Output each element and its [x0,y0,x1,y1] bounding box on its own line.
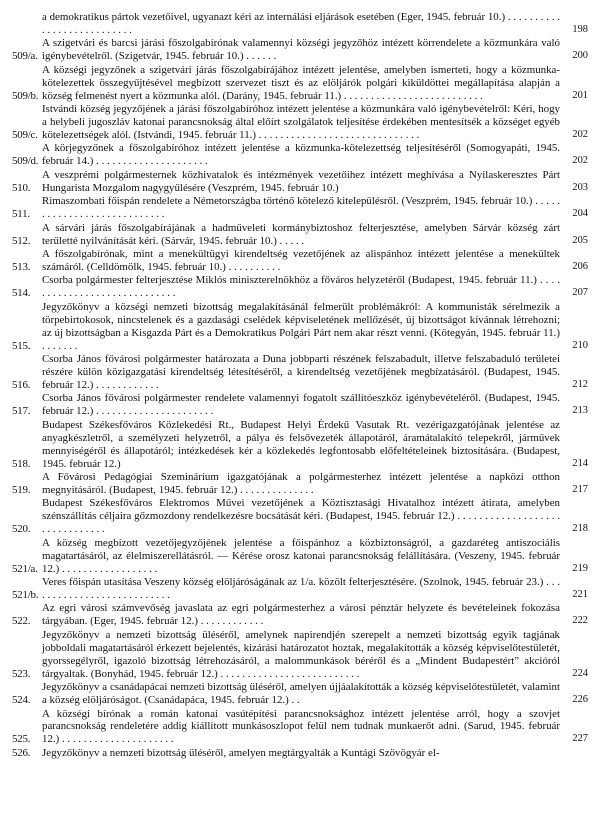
entry-page-number: 207 [572,287,588,299]
entry-page-number: 212 [572,378,588,390]
toc-entry [12,248,588,274]
toc-entry [12,301,588,353]
entry-text: Jegyzőkönyv a nemzeti bizottság üléséről, amelyen megtárgyalták a Kuntági Szövögyár el- [42,746,440,759]
entry-page-number: 226 [572,694,588,705]
entry-number: 519. [12,483,31,496]
toc-entry [12,142,588,168]
toc-entry [12,169,588,195]
entry-page-number: 224 [572,667,588,679]
entry-number: 523. [12,667,31,680]
toc-entry [12,576,588,602]
entry-page-number: 217 [572,483,588,495]
entry-text: A veszprémi polgármesternek közhivatalok és intézmények vezetőihez intézett meghívása a Nyilaskeresztes Párt Hungarista Mozgalom nagygyűlésére (Veszprém, 1945. február 10.) [42,168,560,194]
toc-entry [12,274,588,300]
entry-text: Jegyzőkönyv a községi nemzeti bizottság megalakításánál felmerült problémákról: A kommunisták sérelmezik a törpebirtokosok, nincstelenek és a gazdasági cselédek képviseletének mellőzését, új bizottságot kívánnak létrehozni; az új bizottságban a Kisgazda Párt és a Demokratikus Polgári Párt nem akar részt venni. (Kötegyán, 1945. február 11.) . . . . . . . [42,300,560,352]
entry-number: 526. [12,746,31,759]
toc-entry [12,103,588,142]
entry-text: Istvándi község jegyzőjének a járási főszolgabíróhoz intézett jelentése a közmunkára való igénybevételről: Kéri, hogy a helybeli jugoszláv katonai parancsnokság által előírt szolgálatok teljesítése érdekében mentesítsék a községet egyéb kötelezettségek alól. (Istvándi, 1945. február 11.) . . . . . . . . . . . . . . . . . . . . . . . . . . . . . . [42,103,560,141]
entry-page-number: 198 [572,23,588,35]
entry-text: A szigetvári és barcsi járási főszolgabírónak valamennyi községi jegyzőhöz intézett körrendelete a közmunkára való igénybevételről. (Szigetvár, 1945. február 10.) . . . . . . [42,37,560,63]
entry-page-number: 206 [572,260,588,272]
entry-page-number: 210 [572,339,588,351]
entry-page-number: 218 [572,523,588,535]
entry-page-number: 222 [572,615,588,627]
entry-text: A főszolgabírónak, mint a menekültügyi kirendeltség vezetőjének az alispánhoz intézett jelentése a menekültek számáról. (Celldömölk, 1945. február 10.) . . . . . . . . . . [42,248,560,273]
toc-entry [12,708,588,747]
toc-entry [12,602,588,628]
entry-page-number: 221 [572,588,588,600]
entry-text: Budapest Székesfőváros Elektromos Művei vezetőjének a Köztisztasági Hivatalhoz intézett átirata, amelyben szénszállítás céljaira gőzmozdony rendelkezésre bocsátását kéri. (Budapest, 1945. február 12.) . . . . . . . . . . . . . . . . . . . . . . . . . . . . . . . [42,497,560,536]
entry-text: Jegyzőkönyv a csanádapácai nemzeti bizottság üléséről, amelyen újjáalakították a község képviselőtestületét, valamint a község elöljáróságot. (Csanádapáca, 1945. február 12.) . . [42,681,560,706]
entry-page-number: 227 [572,733,588,745]
entry-text: Budapest Székesfőváros Közlekedési Rt., Budapest Helyi Érdekű Vasutak Rt. vezérigazgatójának jelentése az anyagkészletről, a személyzeti helyzetről, a pálya és felsővezeték állapotáról, áramátalakító telepekről, járművek mennyiségéről és állapotáról; intézkedések kér a közlekedés legfontosabb előfeltételeinek biztosítására. (Budapest, 1945. február 12.) [42,418,560,470]
entry-text: A községi jegyzőnek a szigetvári járás főszolgabírájához intézett jelentése, amelyben ismerteti, hogy a közmunka-kötelezettek összegyűjtésével megbízott szervezet tiszt és az elöljárók polgári kiküldöttei megállapítása alapján a község felmenést nyert a közmunka alól. (Darány, 1945. február 11.) . . . . . . . . . . . . . . . . . . . . . . . . . . [42,63,560,102]
entry-number: 511. [12,208,30,221]
entry-number: 515. [12,339,31,352]
toc-entry [12,11,588,37]
entry-page-number: 202 [572,155,588,167]
entry-text: Csorba polgármester felterjesztése Miklós miniszterelnökhöz a főváros helyzetéről (Budapest, 1945. február 11.) . . . . . . . . . . . . . . . . . . . . . . . . . . . . . [42,274,560,300]
entry-text: A község megbízott vezetőjegyzőjének jelentése a főispánhoz a közbiztonságról, a gazdaréteg antiszociális magatartásáról, az élelmiszerellátásról. — Kérése orosz katonai parancsnokság felállítására. (Veszeny, 1945. február 12.) . . . . . . . . . . . . . . . . . . [42,536,560,575]
entry-text: A községi bírónak a román katonai vasútépítési parancsnoksághoz intézett jelentése arról, hogy a szovjet parancsnokság rendeletére addig kiállított munkásoszlopot felül nem tudnak munkaerőt adni. (Sarud, 1945. február 12.) . . . . . . . . . . . . . . . . . . . . . [42,707,560,746]
toc-entry [12,353,588,392]
entry-page-number: 213 [572,405,588,417]
entry-page-number: 202 [572,128,588,140]
entry-number: 513. [12,260,31,273]
entry-number: 512. [12,234,31,247]
entry-number: 509/a. [12,50,38,63]
toc-entry [12,419,588,471]
entry-text: Csorba János fővárosi polgármester határozata a Duna jobbparti részének felszabadult, illetve felszabaduló területei részére külön közigazgatási kirendeltség létesítéséről, a kirendeltség vezetőjének megbízatásáról. (Budapest, 1945. február 12.) . . . . . . . . . . . . [42,353,560,391]
toc-entry [12,747,588,760]
toc-entry [12,37,588,63]
entry-text: Az egri városi számvevőség javaslata az egri polgármesterhez a városi pénztár helyzete és bevételeinek fokozása tárgyában. (Eger, 1945. február 12.) . . . . . . . . . . . . [42,602,560,628]
entry-text: Csorba János fővárosi polgármester rendelete valamennyi fogatolt szállítóeszköz igénybevételéről. (Budapest, 1945. február 12.) . . . . . . . . . . . . . . . . . . . . . . [42,392,560,418]
entry-number: 510. [12,181,31,194]
toc-entry [12,195,588,221]
toc-list [12,11,588,760]
entry-number: 518. [12,457,31,470]
entry-page-number: 200 [572,50,588,62]
entry-page-number: 219 [572,562,588,574]
entry-text: a demokratikus pártok vezetőivel, ugyanazt kéri az internálási eljárások esetében (Eger, 1945. február 10.) . . . . . . . . . . . . . . . . . . . . . . . . . . . [42,11,560,36]
toc-entry [12,64,588,103]
entry-number: 517. [12,405,31,418]
entry-text: Veres főispán utasítása Veszeny község elöljáróságának az 1/a. közölt felterjesztésére. (Szolnok, 1945. február 23.) . . . . . . . . . . . . . . . . . . . . . . . . . . . [42,576,560,601]
entry-text: Rimaszombati főispán rendelete a Németországba történő kötelező kitelepülésről. (Veszprém, 1945. február 10.) . . . . . . . . . . . . . . . . . . . . . . . . . . . . [42,195,560,221]
toc-entry [12,471,588,497]
entry-page-number: 204 [572,208,588,220]
entry-number: 509/c. [12,128,38,141]
entry-number: 524. [12,694,31,706]
entry-text: A körjegyzőnek a főszolgabíróhoz intézett jelentése a közmunka-kötelezettség teljesítéséről (Somogyapáti, 1945. február 14.) . . . . . . . . . . . . . . . . . . . . . [42,142,560,168]
toc-entry [12,392,588,418]
entry-number: 509/d. [12,155,39,168]
entry-page-number: 201 [572,89,588,101]
toc-entry [12,222,588,248]
entry-number: 525. [12,733,31,746]
entry-number: 509/b. [12,89,39,102]
toc-entry [12,537,588,576]
toc-entry [12,629,588,681]
entry-number: 514. [12,287,31,300]
entry-number: 516. [12,378,31,391]
entry-text: A Fővárosi Pedagógiai Szeminárium igazgatójának a polgármesterhez intézett jelentése a napközi otthon megnyitásáról. (Budapest, 1945. február 12.) . . . . . . . . . . . . . . [42,471,560,496]
entry-text: A sárvári járás főszolgabírájának a hadműveleti kormánybiztoshoz felterjesztése, amelyben Sárvár község zárt területté nyilvánítását kéri. (Sárvár, 1945. február 10.) . . . . . [42,221,560,247]
toc-entry [12,497,588,536]
toc-entry [12,681,588,707]
entry-number: 521/b. [12,588,39,601]
entry-number: 522. [12,615,31,628]
entry-page-number: 214 [572,457,588,469]
entry-number: 520. [12,523,31,536]
entry-page-number: 203 [572,181,588,193]
entry-number: 521/a. [12,562,38,575]
entry-text: Jegyzőkönyv a nemzeti bizottság üléséről, amelynek napirendjén szerepelt a nemzeti bizottság egyik tagjának jobboldali magatartásáról érkezett bejelentés, kizárási határozatot hoztak, megalakították a község képviselőtestületét, gyorssegélyről, igazoló bizottság létrehozásáról, a malommunkások béréről és a „Mindent Budapestért” akcióról tárgyaltak. (Bonyhád, 1945. február 12.) . . . . . . . . . . . . . . . . . . . . . . . . . . [42,628,560,680]
entry-page-number: 205 [572,234,588,246]
